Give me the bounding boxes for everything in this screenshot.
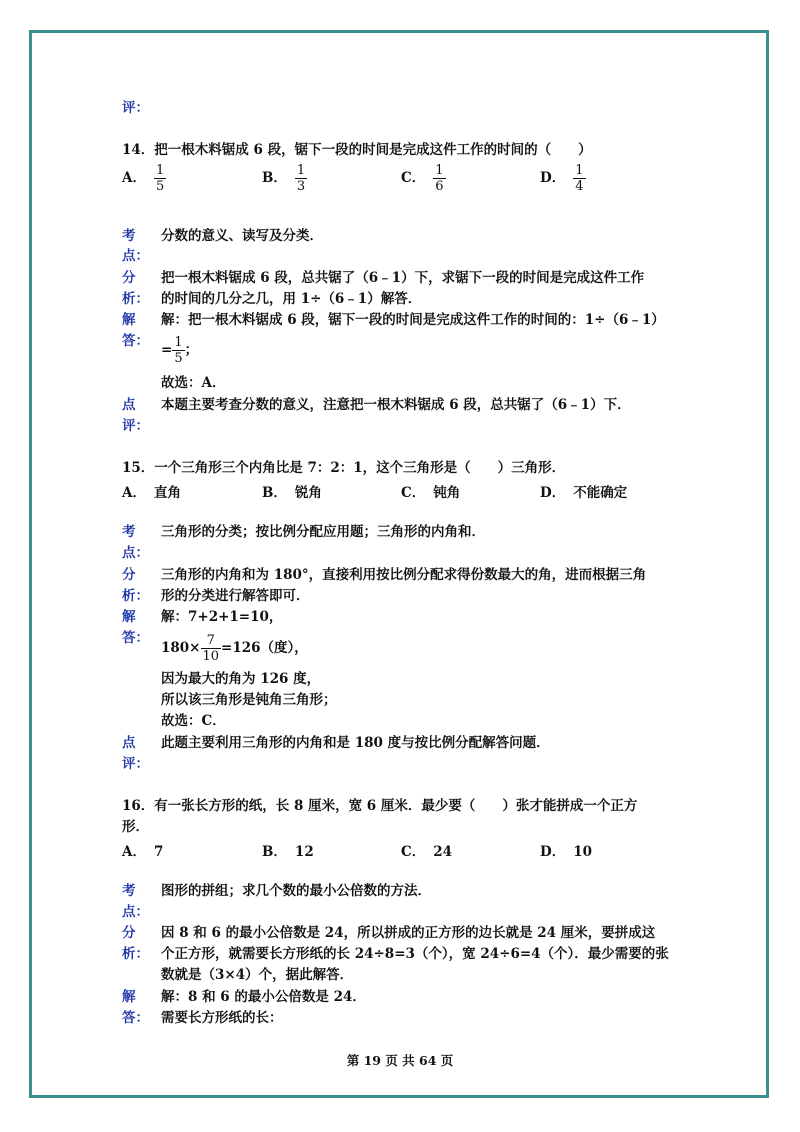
- fraction: $\frac{1}{5}$: [174, 335, 183, 366]
- option-letter: C．: [401, 170, 426, 186]
- fenxi-label-2: 析：: [122, 291, 149, 307]
- fraction: $\frac{1}{3}$: [296, 163, 306, 194]
- q15-pingdian: 此题主要利用三角形的内角和是 180 度与按比例分配解答问题．: [161, 735, 550, 751]
- fenxi-label-1: 分: [122, 567, 136, 583]
- kaodian-label-1: 考: [122, 524, 136, 540]
- fraction: $\frac{1}{5}$: [155, 163, 165, 194]
- q16-fenxi-line1: 因 8 和 6 的最小公倍数是 24，所以拼成的正方形的边长就是 24 厘米，要拼成这: [161, 925, 656, 941]
- fraction: $\frac{1}{4}$: [575, 163, 584, 194]
- q16-kaodian: 图形的拼组；求几个数的最小公倍数的方法．: [161, 883, 431, 899]
- jieda-label-1: 解: [122, 312, 136, 328]
- kaodian-label-1: 考: [122, 228, 136, 244]
- q16-jieda-line2: 需要长方形纸的长：: [161, 1010, 283, 1026]
- page-footer: 第 19 页 共 64 页: [346, 1053, 454, 1068]
- q15-kaodian: 三角形的分类；按比例分配应用题；三角形的内角和．: [161, 524, 485, 540]
- kaodian-label-2: 点：: [122, 545, 149, 561]
- q16-stem-line1: 16．有一张长方形的纸，长 8 厘米，宽 6 厘米．最少要（ ）张才能拼成一个正方: [122, 798, 638, 814]
- q15-option-b: B． 锐角: [262, 485, 322, 501]
- q15-jieda-line5: 故选：C．: [161, 713, 226, 729]
- pingdian-label-2: 评：: [122, 418, 149, 434]
- q14-stem: 14．把一根木料锯成 6 段，锯下一段的时间是完成这件工作的时间的（ ）: [122, 142, 592, 158]
- jieda-label-1: 解: [122, 989, 136, 1005]
- q14-pingdian: 本题主要考查分数的意义，注意把一根木料锯成 6 段，总共锯了（6﹣1）下．: [161, 397, 631, 413]
- pingdian-label-1: 点: [122, 735, 136, 751]
- q14-option-c: [401, 164, 446, 193]
- fenxi-label-1: 分: [122, 925, 136, 941]
- q14-option-d: [540, 164, 586, 193]
- q15-jieda-line3: 因为最大的角为 126 度，: [161, 671, 321, 687]
- q15-fenxi-line2: 形的分类进行解答即可．: [161, 588, 310, 604]
- fraction: $\frac{1}{6}$: [435, 163, 444, 194]
- q14-fenxi-line1: 把一根木料锯成 6 段，总共锯了（6﹣1）下，求锯下一段的时间是完成这件工作: [161, 270, 645, 286]
- q15-fenxi-line1: 三角形的内角和为 180°，直接利用按比例分配求得份数最大的角，进而根据三角: [161, 567, 647, 583]
- q16-fenxi-line3: 数就是（3×4）个，据此解答．: [161, 967, 354, 983]
- q15-option-a: A． 直角: [122, 485, 181, 501]
- q14-option-a: [122, 164, 166, 193]
- q16-stem-line2: 形．: [122, 819, 149, 835]
- q16-option-c: C． 24: [401, 844, 453, 860]
- fenxi-label-2: 析：: [122, 588, 149, 604]
- kaodian-label-1: 考: [122, 883, 136, 899]
- q15-option-c: C． 钝角: [401, 485, 461, 501]
- jieda-label-2: 答：: [122, 1010, 149, 1026]
- q14-jieda-line1: 解：把一根木料锯成 6 段，锯下一段的时间是完成这件工作的时间的：1÷（6﹣1）: [161, 312, 665, 328]
- q15-option-d: D． 不能确定: [540, 485, 628, 501]
- q16-fenxi-line2: 个正方形，就需要长方形纸的长 24÷8=3（个），宽 24÷6=4（个）．最少需要的张: [161, 946, 669, 962]
- pingdian-label-end: 评：: [122, 100, 149, 116]
- pingdian-label-2: 评：: [122, 756, 149, 772]
- q16-option-b: B． 12: [262, 844, 314, 860]
- kaodian-label-2: 点：: [122, 248, 149, 264]
- fenxi-label-2: 析：: [122, 946, 149, 962]
- q14-option-b: [262, 164, 307, 193]
- option-letter: A．: [122, 170, 146, 186]
- option-letter: D．: [540, 170, 566, 186]
- q15-stem: 15．一个三角形三个内角比是 7：2：1，这个三角形是（ ）三角形．: [122, 460, 566, 476]
- q15-jieda-line4: 所以该三角形是钝角三角形；: [161, 692, 337, 708]
- q14-kaodian: 分数的意义、读写及分类．: [161, 228, 323, 244]
- q14-jieda-line3: 故选：A．: [161, 375, 226, 391]
- q15-jieda-line2: 180× $\frac{7}{10}$ =126（度），: [161, 633, 308, 664]
- q16-option-d: D． 10: [540, 844, 593, 860]
- q16-option-a: A． 7: [122, 844, 164, 860]
- q15-jieda-line1: 解：7+2+1=10，: [161, 609, 283, 625]
- q14-jieda-line2: = $\frac{1}{5}$ ；: [161, 335, 199, 366]
- fraction: $\frac{7}{10}$: [202, 633, 220, 664]
- fenxi-label-1: 分: [122, 270, 136, 286]
- q14-fenxi-line2: 的时间的几分之几，用 1÷（6﹣1）解答．: [161, 291, 422, 307]
- q16-jieda-line1: 解：8 和 6 的最小公倍数是 24．: [161, 989, 366, 1005]
- jieda-label-1: 解: [122, 609, 136, 625]
- kaodian-label-2: 点：: [122, 904, 149, 920]
- option-letter: B．: [262, 170, 287, 186]
- jieda-label-2: 答：: [122, 333, 149, 349]
- jieda-label-2: 答：: [122, 630, 149, 646]
- pingdian-label-1: 点: [122, 397, 136, 413]
